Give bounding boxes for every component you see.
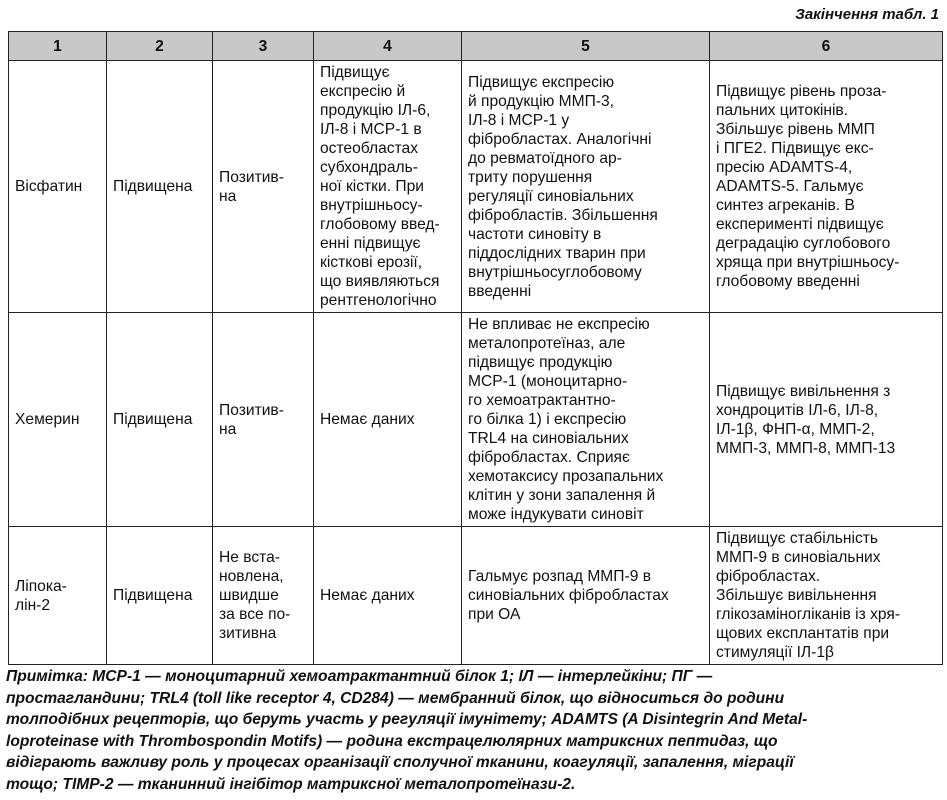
- data-table: [8, 31, 943, 665]
- column-header: 2: [107, 32, 213, 61]
- table-cell: Ліпока- лін-2: [9, 527, 107, 665]
- table-cell: Вісфатин: [9, 61, 107, 313]
- column-header: 5: [462, 32, 710, 61]
- table-cell: Підвищує експресію й продукцію ІЛ-6, ІЛ-8 і МСР-1 в остеобластах субхондраль- ної кістки. При внутрішньосу- глобовому введ- енні підвищує кісткові ерозії, що виявляються рентгенологічно: [314, 61, 462, 313]
- table-row: [9, 313, 943, 527]
- column-header: 3: [213, 32, 314, 61]
- table-cell: Не впливає не експресію металопротеїназ, але підвищує продукцію МСР-1 (моноцитарно- го хемоатрактантно- го білка 1) і експресію TRL4 на синовіальних фібробластах. Сприяє хемотаксису прозапальних клітин у зони запалення й може індукувати синовіт: [462, 313, 710, 527]
- table-cell: Хемерин: [9, 313, 107, 527]
- table-cell: Підвищена: [107, 61, 213, 313]
- table-cell: Не вста- новлена, швидше за все по- зитивна: [213, 527, 314, 665]
- table-cell: Підвищує рівень проза- пальних цитокінів. Збільшує рівень ММП і ПГЕ2. Підвищує екс- пресію ADAMTS-4, ADAMTS-5. Гальмує синтез агреканів. В експерименті підвищує деградацію суглобового хряща при внутрішньосу- глобовому введенні: [710, 61, 943, 313]
- table-cell: Позитив- на: [213, 313, 314, 527]
- table-cell: Немає даних: [314, 313, 462, 527]
- table-cell: Підвищена: [107, 527, 213, 665]
- table-caption: Закінчення табл. 1: [795, 6, 939, 23]
- table-row: [9, 61, 943, 313]
- column-header: 6: [710, 32, 943, 61]
- table-cell: Немає даних: [314, 527, 462, 665]
- table-cell: Підвищує вивільнення з хондроцитів ІЛ-6, ІЛ-8, ІЛ-1β, ФНП-α, ММП-2, ММП-3, ММП-8, ММП-13: [710, 313, 943, 527]
- table-footnote: Примітка: МСР-1 — моноцитарний хемоатрактантний білок 1; ІЛ — інтерлейкіни; ПГ — простагландини; TRL4 (toll like receptor 4, CD284) — мембранний білок, що відноситься до родини толподібних рецепторів, що беруть участь у регуляції імунітету; ADAMTS (A Disintegrin And Metal- loproteinase with Thrombospondin Motifs) — родина екстрацелюлярних матриксних пептидаз, що відіграють важливу роль у процесах організації сполучної тканини, коагуляції, запалення, міграції тощо; TIMP-2 — тканинний інгібітор матриксної металопротеїнази-2.: [6, 668, 808, 793]
- table-cell: Підвищує стабільність ММП-9 в синовіальних фібробластах. Збільшує вивільнення глікозаміногліканів із хря- щових експлантатів при стимуляції ІЛ-1β: [710, 527, 943, 665]
- header-row: [9, 32, 943, 61]
- table-row: [9, 527, 943, 665]
- column-header: 4: [314, 32, 462, 61]
- table-cell: Позитив- на: [213, 61, 314, 313]
- table-cell: Підвищує експресію й продукцію ММП-3, ІЛ-8 і МСР-1 у фібробластах. Аналогічні до ревматоїдного ар- триту порушення регуляції синовіальних фібробластів. Збільшення частоти синовіту в піддослідних тварин при внутрішньосуглобовому введенні: [462, 61, 710, 313]
- column-header: 1: [9, 32, 107, 61]
- table-cell: Гальмує розпад ММП-9 в синовіальних фібробластах при ОА: [462, 527, 710, 665]
- table-cell: Підвищена: [107, 313, 213, 527]
